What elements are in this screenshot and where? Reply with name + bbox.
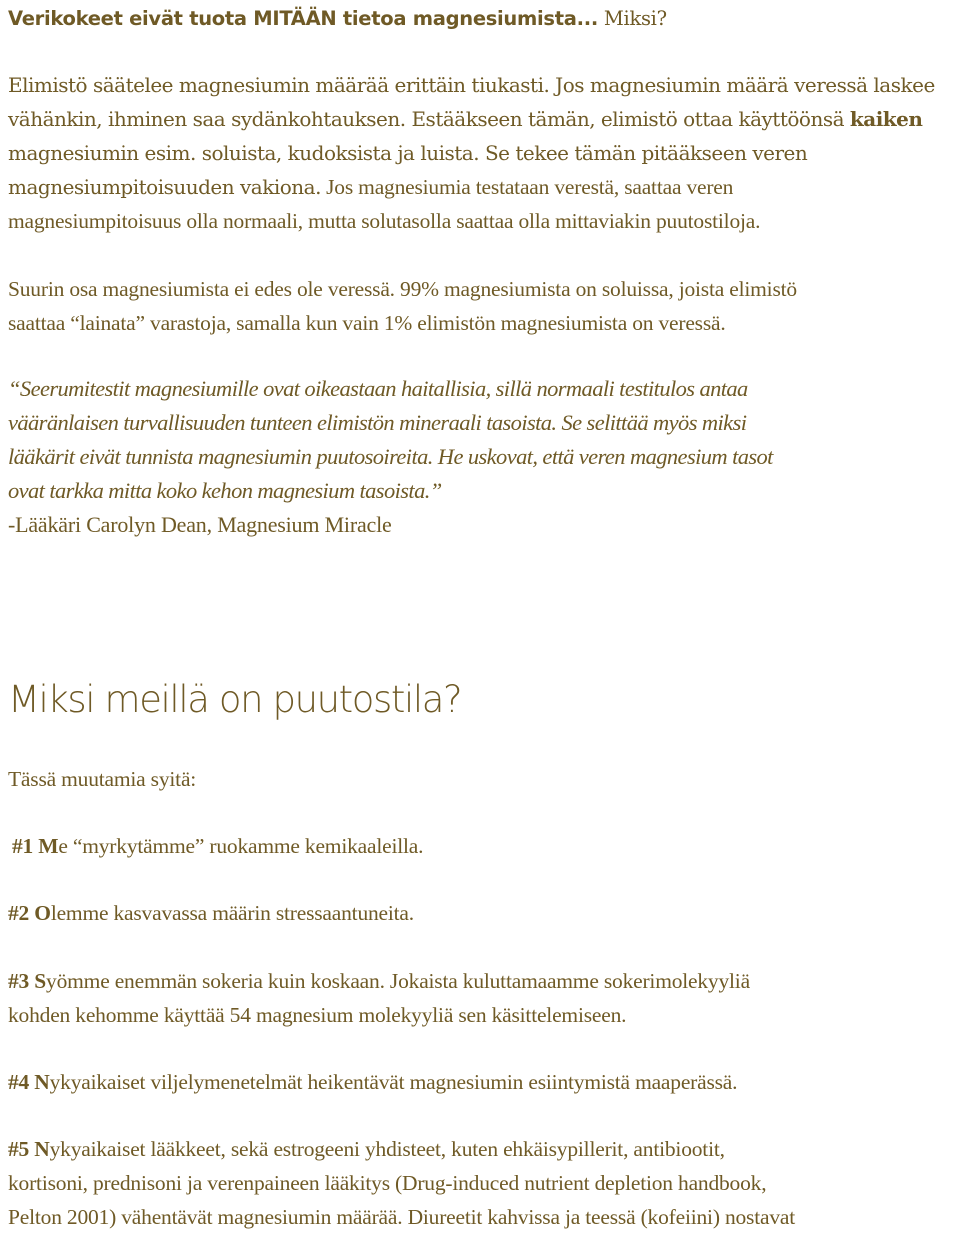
reason-number: #2 O — [8, 901, 51, 925]
quote-line: “Seerumitestit magnesiumille ovat oikeastaan haitallisia, sillä normaali testitulos antaa — [8, 376, 748, 401]
paragraph-line: magnesiumin esim. soluista, kudoksista ja luista. Se tekee tämän pitääkseen veren — [8, 141, 808, 165]
reason-3: #3 Syömme enemmän sokeria kuin koskaan. Jokaista kuluttamaamme sokerimolekyyliä kohden kehomme käyttää 54 magnesium molekyyliä sen käsittelemiseen. — [8, 969, 750, 1027]
heading-light-text: Miksi? — [597, 7, 667, 30]
paragraph-line: Elimistö säätelee magnesiumin määrää erittäin tiukasti. Jos magnesiumin määrä veressä laskee — [8, 73, 935, 97]
reason-2: #2 Olemme kasvavassa määrin stressaantuneita. — [8, 901, 414, 925]
reason-5: #5 Nykyaikaiset lääkkeet, sekä estrogeeni yhdisteet, kuten ehkäisypillerit, antibiootit, kortisoni, prednisoni ja verenpaineen lääkitys (Drug-induced nutrient depletion handbook, Pelton 2001) vähentävät magnesiumin määrää. Diureetit kahvissa ja teessä (kofeiini) nostavat — [8, 1137, 795, 1229]
reason-number: #4 N — [8, 1070, 50, 1094]
paragraph-line: vähänkin, ihminen saa sydänkohtauksen. Estääkseen tämän, elimistö ottaa käyttöönsä kaiken — [8, 107, 923, 131]
heading-bold-text: Verikokeet eivät tuota MITÄÄN tietoa magnesiumista... — [8, 7, 598, 30]
quote-line: vääränlaisen turvallisuuden tunteen elimistön mineraali tasoista. Se selittää myös miksi — [8, 410, 747, 435]
reason-number: #5 N — [8, 1137, 50, 1161]
article-heading — [8, 2, 667, 36]
paragraph-line: saattaa “lainata” varastoja, samalla kun vain 1% elimistön magnesiumista on veressä. — [8, 311, 726, 335]
reason-number: #1 M — [12, 834, 59, 858]
reason-4: #4 Nykyaikaiset viljelymenetelmät heikentävät magnesiumin esiintymistä maaperässä. — [8, 1070, 738, 1094]
paragraph-line: Suurin osa magnesiumista ei edes ole veressä. 99% magnesiumista on soluissa, joista elimistö — [8, 277, 797, 301]
section-title: Miksi meillä on puutostila? — [8, 678, 462, 721]
quote-line: ovat tarkka mitta koko kehon magnesium tasoista.” — [8, 478, 442, 503]
paragraph-line: magnesiumpitoisuus olla normaali, mutta solutasolla saattaa olla mittaviakin puutostiloja. — [8, 209, 761, 233]
quote-line: lääkärit eivät tunnista magnesiumin puutosoireita. He uskovat, että veren magnesium tasot — [8, 444, 773, 469]
paragraph-blood-tests — [8, 68, 935, 238]
intro-text: Tässä muutamia syitä: — [8, 767, 197, 791]
quote-attribution: -Lääkäri Carolyn Dean, Magnesium Miracle — [8, 512, 392, 537]
reason-1: #1 Me “myrkytämme” ruokamme kemikaaleilla. — [12, 834, 424, 858]
paragraph-magnesium-location — [8, 272, 797, 340]
paragraph-line: magnesiumpitoisuuden vakiona. Jos magnesiumia testataan verestä, saattaa veren — [8, 175, 734, 199]
blockquote — [8, 372, 773, 542]
reason-number: #3 S — [8, 969, 47, 993]
emphasis-kaiken: kaiken — [849, 107, 923, 131]
